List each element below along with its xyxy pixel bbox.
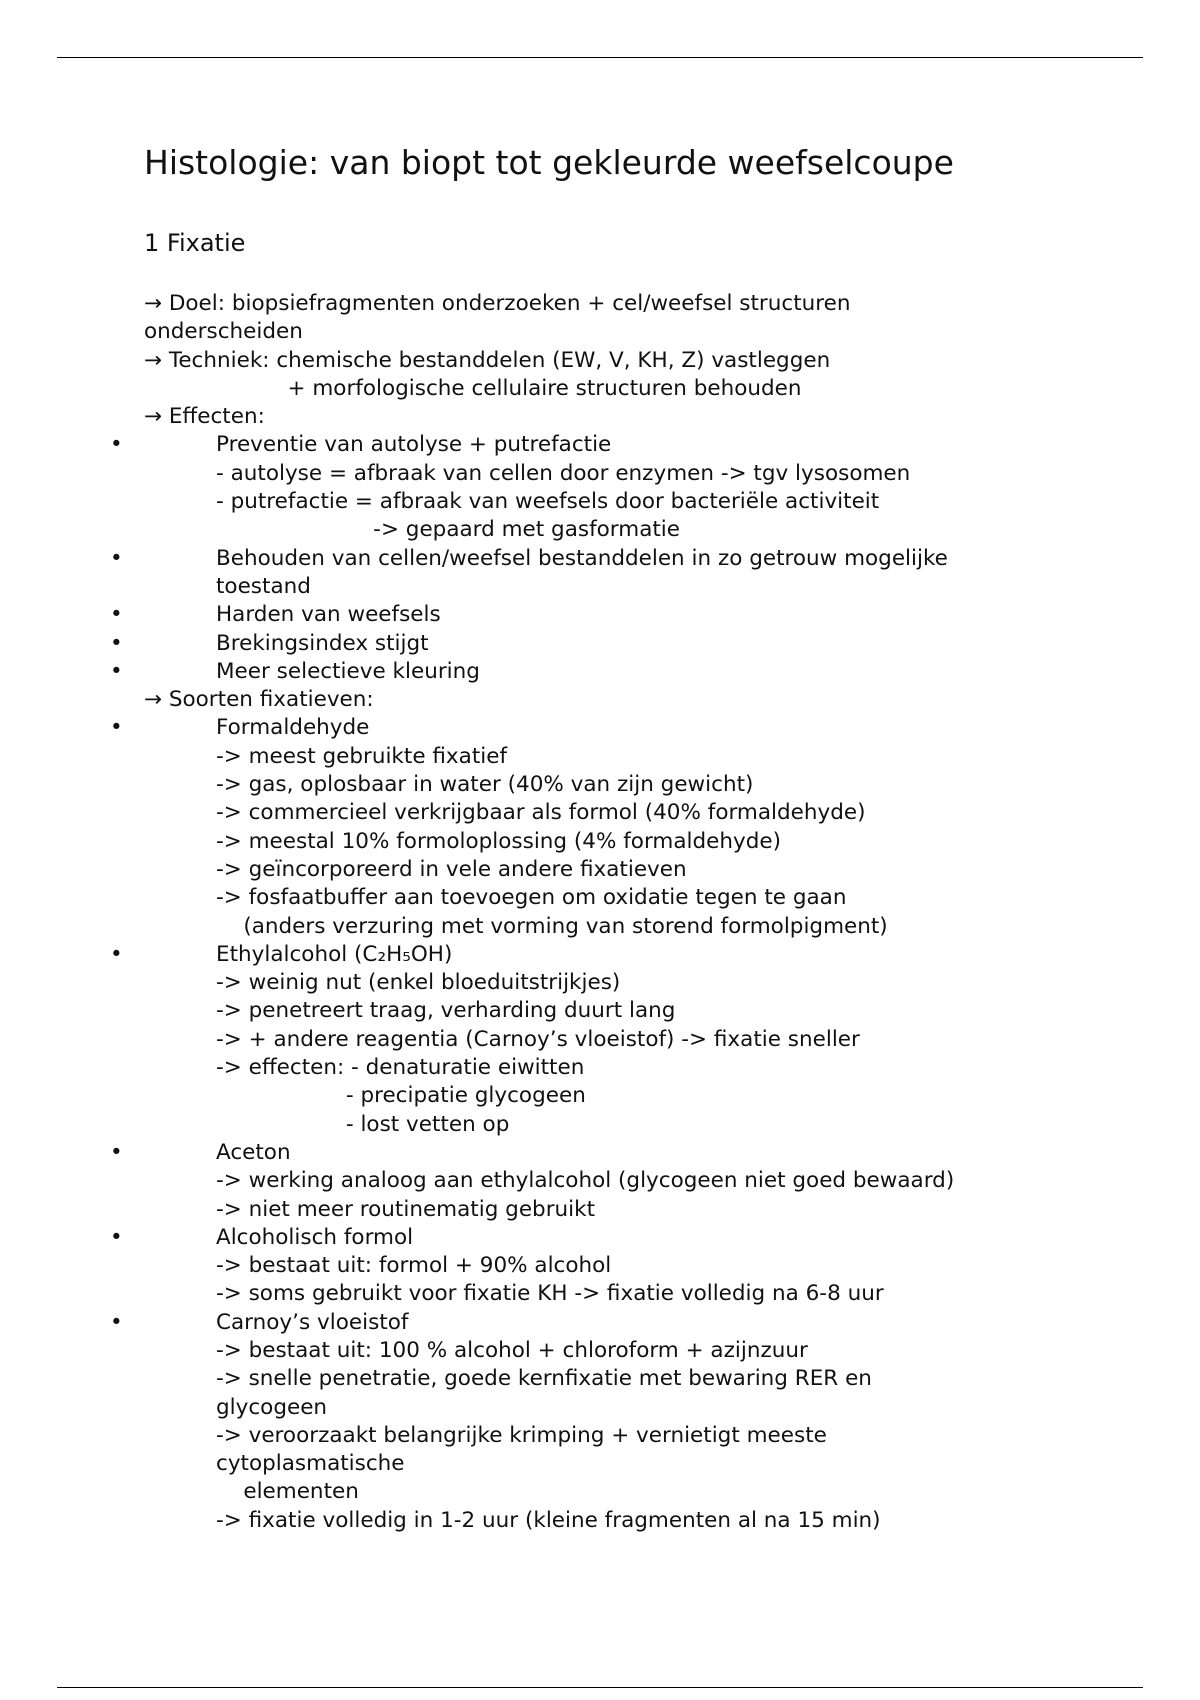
text-line: - precipatie glycogeen xyxy=(216,1083,586,1109)
text-line: -> veroorzaakt belangrijke krimping + vernietigt meeste xyxy=(216,1422,827,1448)
bullet-item xyxy=(110,545,1064,573)
bullet-icon: • xyxy=(110,1139,123,1165)
bullet-text: Formaldehyde xyxy=(216,715,370,741)
text-line: -> fixatie volledig in 1-2 uur (kleine fragmenten al na 15 min) xyxy=(216,1507,881,1533)
bullet-item xyxy=(110,1224,1064,1252)
bullet-icon: • xyxy=(110,602,123,628)
text-line: -> fosfaatbuffer aan toevoegen om oxidatie tegen te gaan xyxy=(216,885,847,911)
header-rule xyxy=(57,57,1143,58)
text-line: -> gas, oplosbaar in water (40% van zijn gewicht) xyxy=(216,772,754,798)
bullet-item xyxy=(110,630,1064,658)
bullet-text: Carnoy’s vloeistof xyxy=(216,1309,409,1335)
bullet-item xyxy=(110,658,1064,686)
text-line: -> meest gebruikte fixatief xyxy=(216,743,508,769)
text-line: -> werking analoog aan ethylalcohol (glycogeen niet goed bewaard) xyxy=(216,1168,955,1194)
bullet-item xyxy=(110,601,1064,629)
bullet-text: Aceton xyxy=(216,1139,291,1165)
section-text xyxy=(110,290,1064,1535)
bullet-icon: • xyxy=(110,715,123,741)
section-heading: 1 Fixatie xyxy=(144,229,246,257)
bullet-icon: • xyxy=(110,941,123,967)
text-line: -> gepaard met gasformatie xyxy=(216,517,681,543)
bullet-item xyxy=(110,941,1064,969)
text-line: cytoplasmatische xyxy=(216,1451,405,1477)
text-line: → Doel: biopsiefragmenten onderzoeken + cel/weefsel structuren xyxy=(144,291,851,316)
bullet-text: Brekingsindex stijgt xyxy=(216,630,429,656)
bullet-item xyxy=(110,714,1064,742)
text-line: elementen xyxy=(216,1479,359,1505)
text-line: (anders verzuring met vorming van storend formolpigment) xyxy=(216,913,888,939)
bullet-icon: • xyxy=(110,432,123,458)
bullet-item xyxy=(110,431,1064,459)
document-title: Histologie: van biopt tot gekleurde weefselcoupe xyxy=(144,143,954,182)
bullet-text: Ethylalcohol (C₂H₅OH) xyxy=(216,941,453,967)
bullet-icon: • xyxy=(110,658,123,684)
text-line: -> penetreert traag, verharding duurt lang xyxy=(216,998,676,1024)
bullet-text: Meer selectieve kleuring xyxy=(216,658,480,684)
text-line: -> effecten: - denaturatie eiwitten xyxy=(216,1055,585,1081)
text-line: -> commercieel verkrijgbaar als formol (40% formaldehyde) xyxy=(216,800,866,826)
text-line: -> bestaat uit: 100 % alcohol + chloroform + azijnzuur xyxy=(216,1337,808,1363)
bullet-text: Alcoholisch formol xyxy=(216,1224,414,1250)
text-line: toestand xyxy=(216,573,311,599)
text-line: -> geïncorporeerd in vele andere fixatieven xyxy=(216,856,687,882)
text-line: glycogeen xyxy=(216,1394,328,1420)
text-line: -> weinig nut (enkel bloeduitstrijkjes) xyxy=(216,970,621,996)
bullet-item xyxy=(110,1139,1064,1167)
text-line: - autolyse = afbraak van cellen door enzymen -> tgv lysosomen xyxy=(216,460,911,486)
text-line: - putrefactie = afbraak van weefsels door bacteriële activiteit xyxy=(216,489,880,515)
text-line: - lost vetten op xyxy=(216,1111,510,1137)
bullet-icon: • xyxy=(110,1309,123,1335)
bullet-item xyxy=(110,1309,1064,1337)
document-body xyxy=(110,140,1064,1535)
text-line: → Effecten: xyxy=(144,404,265,430)
bullet-icon: • xyxy=(110,545,123,571)
text-line: onderscheiden xyxy=(144,319,303,345)
footer-rule xyxy=(57,1687,1143,1688)
text-line: -> snelle penetratie, goede kernfixatie met bewaring RER en xyxy=(216,1366,872,1392)
text-line: -> niet meer routinematig gebruikt xyxy=(216,1196,596,1222)
text-line: -> bestaat uit: formol + 90% alcohol xyxy=(216,1253,612,1279)
bullet-text: Behouden van cellen/weefsel bestanddelen in zo getrouw mogelijke xyxy=(216,545,948,571)
text-line: + morfologische cellulaire structuren behouden xyxy=(144,375,802,401)
bullet-text: Harden van weefsels xyxy=(216,602,441,628)
text-line: -> + andere reagentia (Carnoy’s vloeistof) -> fixatie sneller xyxy=(216,1026,860,1052)
text-line: → Techniek: chemische bestanddelen (EW, V, KH, Z) vastleggen xyxy=(144,347,831,373)
bullet-icon: • xyxy=(110,1224,123,1250)
text-line: → Soorten fixatieven: xyxy=(144,687,374,713)
text-line: -> meestal 10% formoloplossing (4% formaldehyde) xyxy=(216,828,782,854)
text-line: -> soms gebruikt voor fixatie KH -> fixatie volledig na 6-8 uur xyxy=(216,1281,884,1307)
bullet-icon: • xyxy=(110,630,123,656)
bullet-text: Preventie van autolyse + putrefactie xyxy=(216,432,612,458)
